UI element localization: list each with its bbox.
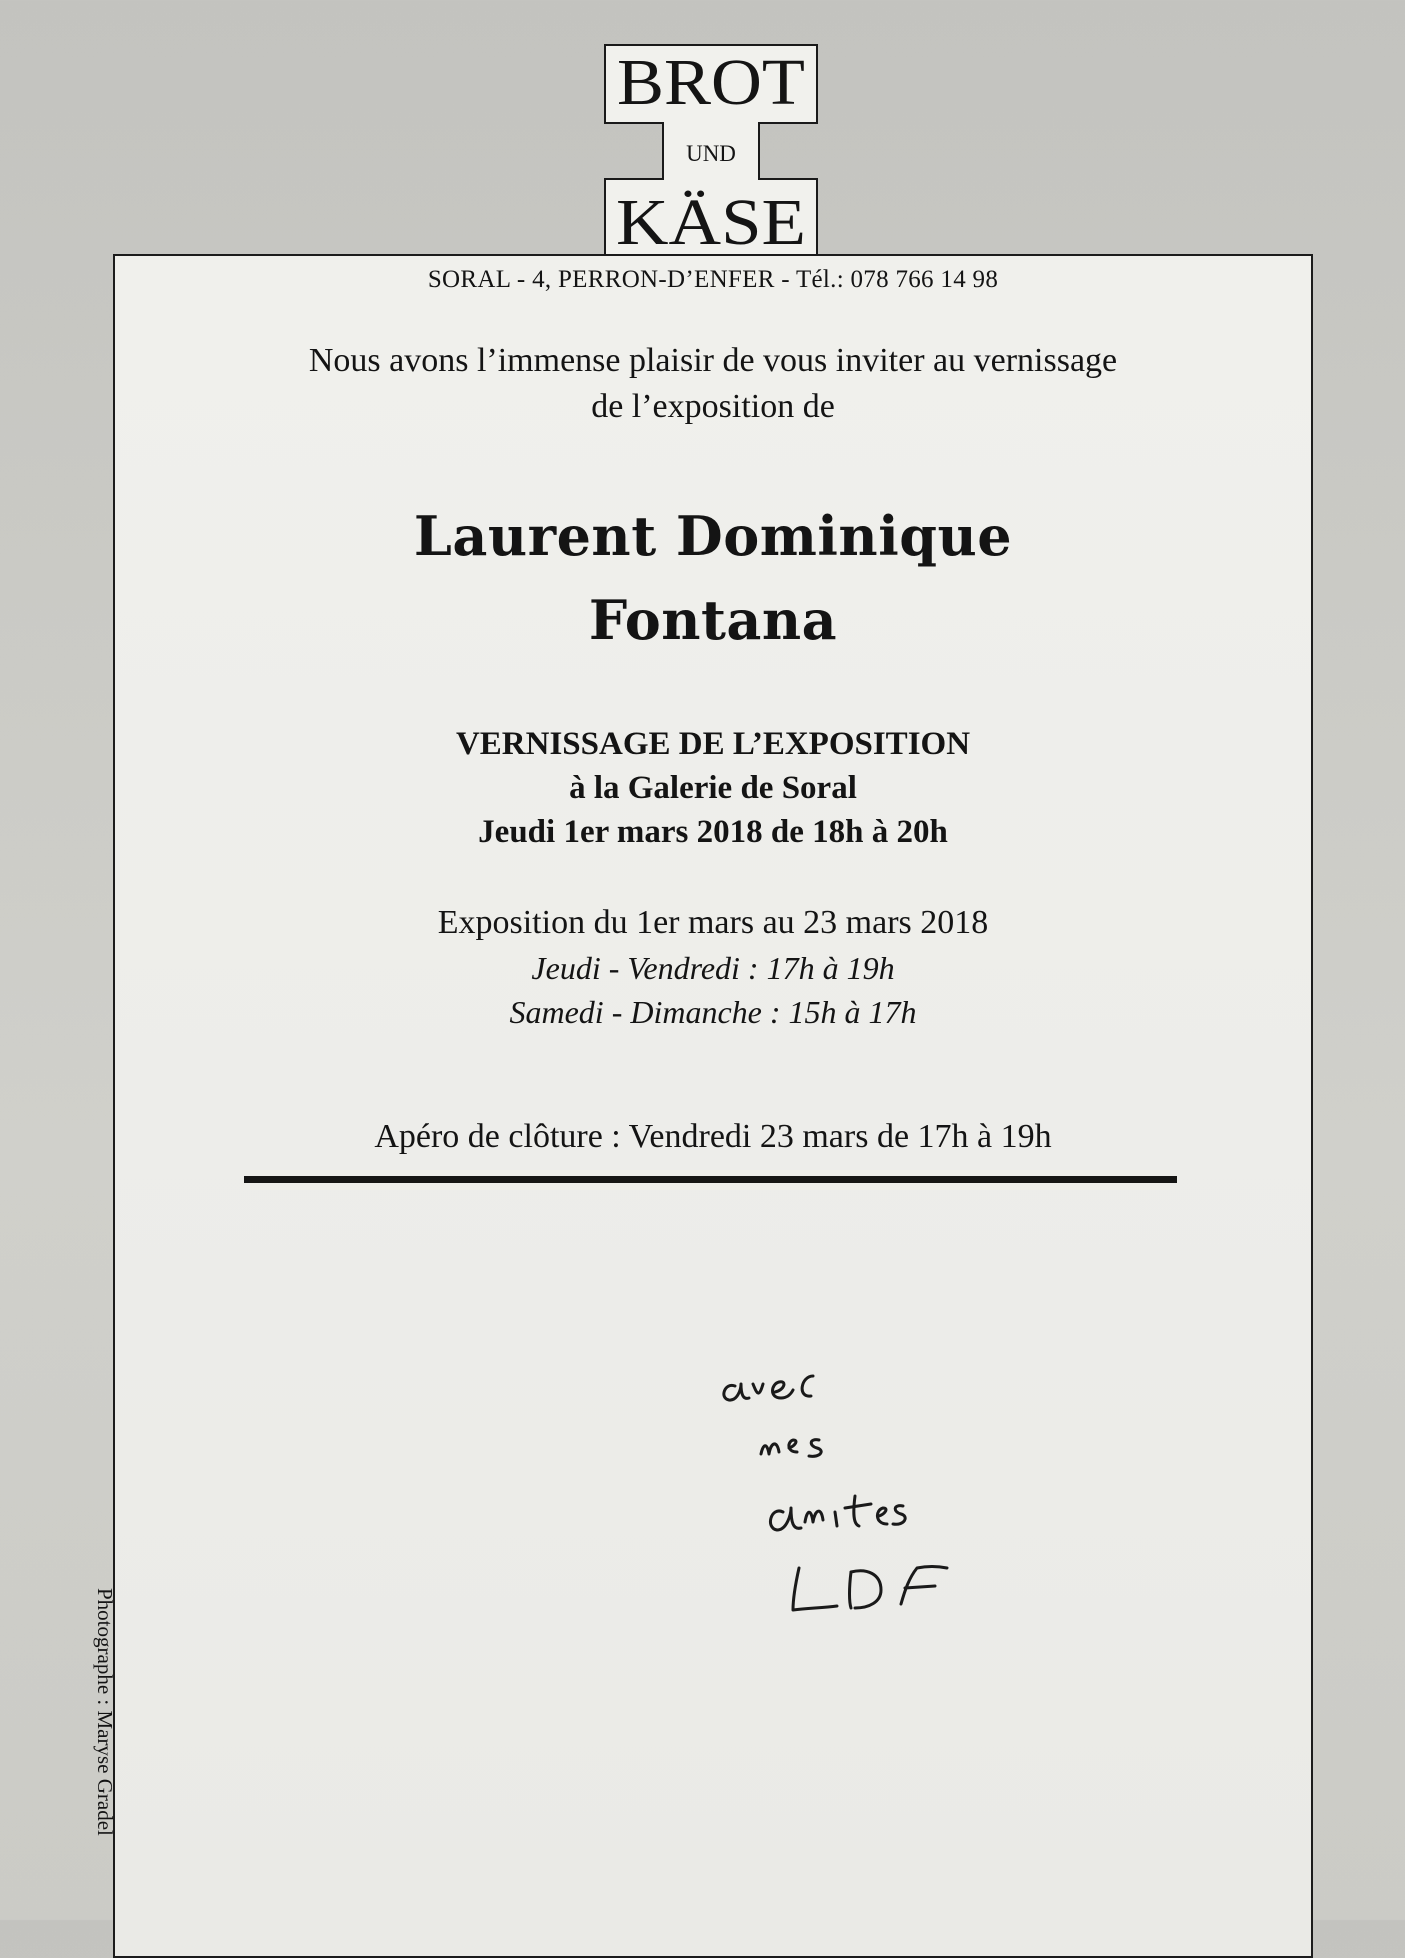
hours-weekday: Jeudi - Vendredi : 17h à 19h	[531, 950, 895, 986]
artist-name-line-2: Fontana	[588, 588, 838, 652]
vernissage-place: à la Galerie de Soral	[569, 770, 857, 806]
intro-line-1: Nous avons l’immense plaisir de vous inviter au vernissage	[308, 342, 1118, 379]
logo-word-brot: BROT	[617, 46, 805, 119]
intro-line-2: de l’exposition de	[591, 388, 835, 425]
artist-name-line-1: Laurent Dominique	[413, 504, 1013, 568]
hours-weekend: Samedi - Dimanche : 15h à 17h	[509, 994, 917, 1030]
closing-event: Apéro de clôture : Vendredi 23 mars de 17h à 19h	[374, 1118, 1052, 1155]
vernissage-title: VERNISSAGE DE L’EXPOSITION	[455, 726, 971, 762]
logo-word-und: UND	[686, 141, 736, 166]
exhibition-dates: Exposition du 1er mars au 23 mars 2018	[437, 904, 989, 941]
logo-word-kase: KÄSE	[616, 186, 806, 256]
divider-rule	[244, 1176, 1177, 1183]
brot-und-kase-logo	[604, 44, 818, 256]
address-line: SORAL - 4, PERRON-D’ENFER - Tél.: 078 766 14 98	[427, 266, 999, 293]
photo-credit: Photographe : Maryse Gradel	[93, 1588, 117, 1836]
invitation-card	[113, 254, 1313, 1958]
vernissage-date: Jeudi 1er mars 2018 de 18h à 20h	[478, 814, 948, 850]
handwritten-dedication	[695, 1346, 1135, 1646]
